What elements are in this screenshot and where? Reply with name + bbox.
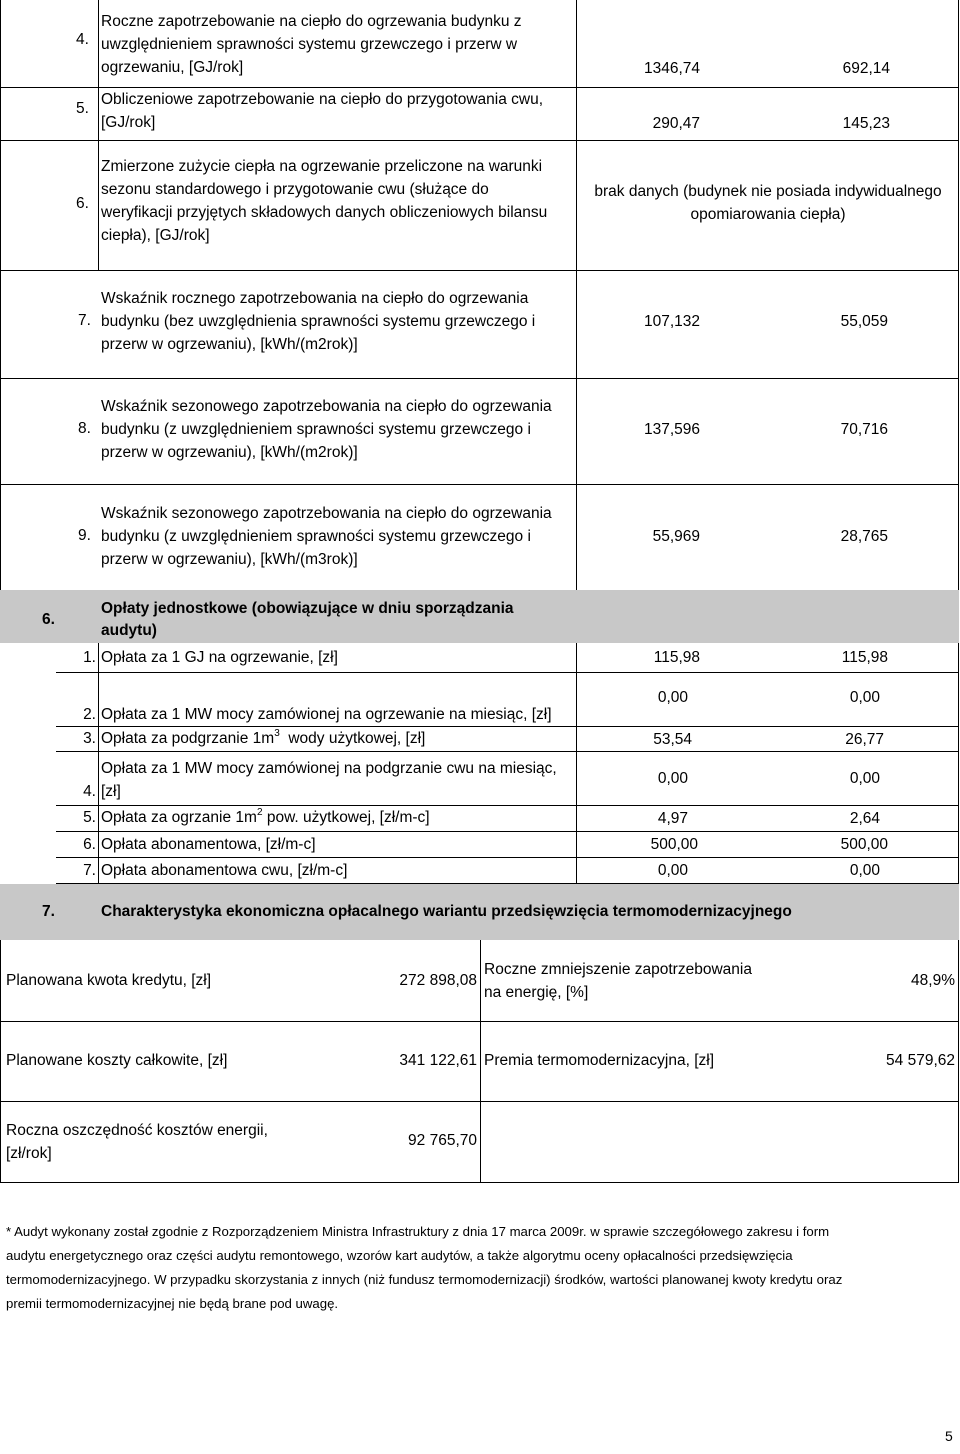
- row-number: 5.: [76, 100, 89, 117]
- row-label-line: przerw w ogrzewaniu), [kWh/(m2rok)]: [101, 336, 358, 353]
- row-number: 6.: [83, 836, 96, 853]
- premium-label: Premia termomodernizacyjna, [zł]: [484, 1052, 714, 1069]
- value-before: 53,54: [653, 731, 692, 748]
- savings-label: [6, 1119, 268, 1165]
- row-label: [101, 10, 571, 79]
- footnote: [6, 1220, 956, 1316]
- row-label: [101, 88, 571, 134]
- footnote-line: premii termomodernizacyjnej nie będą brane pod uwagę.: [6, 1296, 339, 1311]
- row-divider: [0, 270, 959, 271]
- row-divider: [0, 1182, 959, 1183]
- fee-label: Opłata abonamentowa cwu, [zł/m-c]: [101, 862, 348, 879]
- row-divider: [0, 1101, 959, 1102]
- table-border-right: [958, 643, 959, 883]
- row-label-line: uwzględnieniem sprawności systemu grzewczego i przerw w: [101, 36, 518, 53]
- row-number: 4.: [76, 31, 89, 48]
- section-number: 7.: [42, 903, 55, 920]
- value-before: 0,00: [657, 770, 688, 787]
- value-after: 0,00: [849, 862, 880, 879]
- value-after: 0,00: [849, 770, 880, 787]
- fee-label: [101, 757, 557, 803]
- value-before: 0,00: [657, 689, 688, 706]
- value-after: 0,00: [849, 689, 880, 706]
- row-divider: [56, 831, 959, 832]
- row-label-line: Wskaźnik sezonowego zapotrzebowania na ciepło do ogrzewania: [101, 398, 552, 415]
- row-divider: [0, 484, 959, 485]
- fee-label-line: Opłata za 1 MW mocy zamówionej na podgrzanie cwu na miesiąc,: [101, 760, 557, 777]
- label-line: Roczne zmniejszenie zapotrzebowania: [484, 961, 752, 978]
- row-label-line: Obliczeniowe zapotrzebowanie na ciepło do przygotowania cwu,: [101, 91, 544, 108]
- section-title-line: Opłaty jednostkowe (obowiązujące w dniu sporządzania: [101, 600, 514, 617]
- no-data-note: [578, 180, 958, 226]
- value-before: 55,969: [652, 528, 700, 545]
- credit-label: Planowana kwota kredytu, [zł]: [6, 972, 212, 989]
- row-label: [101, 502, 571, 571]
- total-cost-value: 341 122,61: [399, 1052, 477, 1069]
- energy-reduction-value: 48,9%: [911, 972, 955, 989]
- savings-value: 92 765,70: [408, 1132, 477, 1149]
- fee-label: [101, 809, 430, 827]
- fee-label: Opłata abonamentowa, [zł/m-c]: [101, 836, 316, 853]
- row-number: 4.: [83, 783, 96, 800]
- table-divider: [98, 0, 99, 270]
- footnote-line: audytu energetycznego oraz części audytu remontowego, wzorów kart audytów, a także algorytmu oceny opłacalności przedsięwzięcia: [6, 1248, 793, 1263]
- value-before: 107,132: [643, 313, 700, 330]
- fee-label: Opłata za 1 MW mocy zamówionej na ogrzewanie na miesiąc, [zł]: [101, 706, 552, 723]
- row-number: 8.: [78, 420, 91, 437]
- value-before: 115,98: [653, 649, 700, 666]
- value-before: 500,00: [650, 836, 698, 853]
- section-title-line: audytu): [101, 622, 157, 639]
- row-number: 5.: [83, 809, 96, 826]
- label-line: Roczna oszczędność kosztów energii,: [6, 1122, 268, 1139]
- energy-reduction-label: [484, 958, 752, 1004]
- fee-label-text: Opłata za ogrzanie 1m: [101, 809, 257, 826]
- row-label: [101, 155, 571, 247]
- row-divider: [0, 1021, 959, 1022]
- row-divider: [56, 857, 959, 858]
- total-cost-label: Planowane koszty całkowite, [zł]: [6, 1052, 228, 1069]
- row-divider: [0, 140, 959, 141]
- value-before: 4,97: [657, 810, 688, 827]
- row-number: 7.: [83, 862, 96, 879]
- row-divider: [56, 805, 959, 806]
- label-line: [zł/rok]: [6, 1145, 52, 1162]
- value-before: 137,596: [643, 421, 700, 438]
- row-divider: [56, 672, 959, 673]
- fee-label-text: Opłata za podgrzanie 1m: [101, 730, 275, 747]
- row-label-line: [GJ/rok]: [101, 114, 156, 131]
- row-label-line: przerw w ogrzewaniu), [kWh/(m3rok)]: [101, 551, 358, 568]
- value-after: 145,23: [842, 115, 890, 132]
- superscript: 3: [274, 728, 280, 739]
- row-label-line: budynku (z uwzględnieniem sprawności systemu grzewczego i: [101, 528, 531, 545]
- footnote-line: * Audyt wykonany został zgodnie z Rozporządzeniem Ministra Infrastruktury z dnia 17 marca 2009r. w sprawie szczegółowego zakresu i form: [6, 1224, 830, 1239]
- fee-label: Opłata za 1 GJ na ogrzewanie, [zł]: [101, 649, 338, 666]
- value-after: 55,059: [840, 313, 888, 330]
- section-number: 6.: [42, 611, 55, 628]
- row-label-line: przerw w ogrzewaniu), [kWh/(m2rok)]: [101, 444, 358, 461]
- table-border-right: [958, 0, 959, 590]
- section-title: Charakterystyka ekonomiczna opłacalnego wariantu przedsięwzięcia termomodernizacyjnego: [101, 903, 792, 920]
- row-number: 7.: [78, 312, 91, 329]
- fee-label: [101, 730, 425, 748]
- value-after: 500,00: [840, 836, 888, 853]
- row-label-line: sezonu standardowego i przygotowanie cwu (służące do: [101, 181, 489, 198]
- row-label-line: Wskaźnik rocznego zapotrzebowania na ciepło do ogrzewania: [101, 290, 529, 307]
- credit-value: 272 898,08: [399, 972, 477, 989]
- table-border-left: [0, 0, 1, 590]
- row-divider: [56, 726, 959, 727]
- premium-value: 54 579,62: [886, 1052, 955, 1069]
- row-label-line: Wskaźnik sezonowego zapotrzebowania na ciepło do ogrzewania: [101, 505, 552, 522]
- row-label-line: budynku (z uwzględnieniem sprawności systemu grzewczego i: [101, 421, 531, 438]
- row-label-line: Zmierzone zużycie ciepła na ogrzewanie przeliczone na warunki: [101, 158, 543, 175]
- row-label-line: ogrzewaniu, [GJ/rok]: [101, 59, 244, 76]
- value-before: 0,00: [657, 862, 688, 879]
- row-label: [101, 287, 571, 356]
- value-after: 26,77: [845, 731, 884, 748]
- table-divider: [576, 643, 577, 883]
- value-after: 70,716: [840, 421, 888, 438]
- footnote-line: termomodernizacyjnego. W przypadku skorzystania z innych (niż fundusz termomodernizacji) środków, wartości planowanej kwoty kredytu oraz: [6, 1272, 843, 1287]
- value-after: 115,98: [841, 649, 888, 666]
- page-number: 5: [945, 1428, 953, 1444]
- row-number: 9.: [78, 527, 91, 544]
- row-number: 6.: [76, 195, 89, 212]
- table-divider: [576, 0, 577, 590]
- fee-label-text: pow. użytkowej, [zł/m-c]: [262, 809, 430, 826]
- fee-label-text: wody użytkowej, [zł]: [279, 730, 426, 747]
- row-number: 2.: [83, 706, 96, 723]
- row-label-line: weryfikacji przyjętych składowych danych obliczeniowych bilansu: [101, 204, 548, 221]
- fee-label-line: [zł]: [101, 783, 121, 800]
- note-line: brak danych (budynek nie posiada indywidualnego: [594, 183, 942, 200]
- note-line: opomiarowania ciepła): [690, 206, 846, 223]
- row-label: [101, 395, 571, 464]
- table-border-left: [0, 940, 1, 1183]
- value-before: 1346,74: [643, 60, 700, 77]
- row-label-line: budynku (bez uwzględnienia sprawności systemu grzewczego i: [101, 313, 536, 330]
- label-line: na energię, [%]: [484, 984, 589, 1001]
- value-after: 28,765: [840, 528, 888, 545]
- row-divider: [56, 751, 959, 752]
- row-divider: [0, 378, 959, 379]
- value-after: 2,64: [849, 810, 880, 827]
- row-label-line: ciepła), [GJ/rok]: [101, 227, 210, 244]
- section-title: [101, 598, 514, 642]
- row-number: 1.: [83, 649, 96, 666]
- table-border-right: [958, 940, 959, 1183]
- table-divider: [480, 940, 481, 1183]
- superscript: 2: [256, 807, 263, 818]
- table-divider: [98, 643, 99, 883]
- value-before: 290,47: [652, 115, 700, 132]
- row-label-line: Roczne zapotrzebowanie na ciepło do ogrzewania budynku z: [101, 13, 522, 30]
- row-number: 3.: [83, 730, 96, 747]
- value-after: 692,14: [842, 60, 890, 77]
